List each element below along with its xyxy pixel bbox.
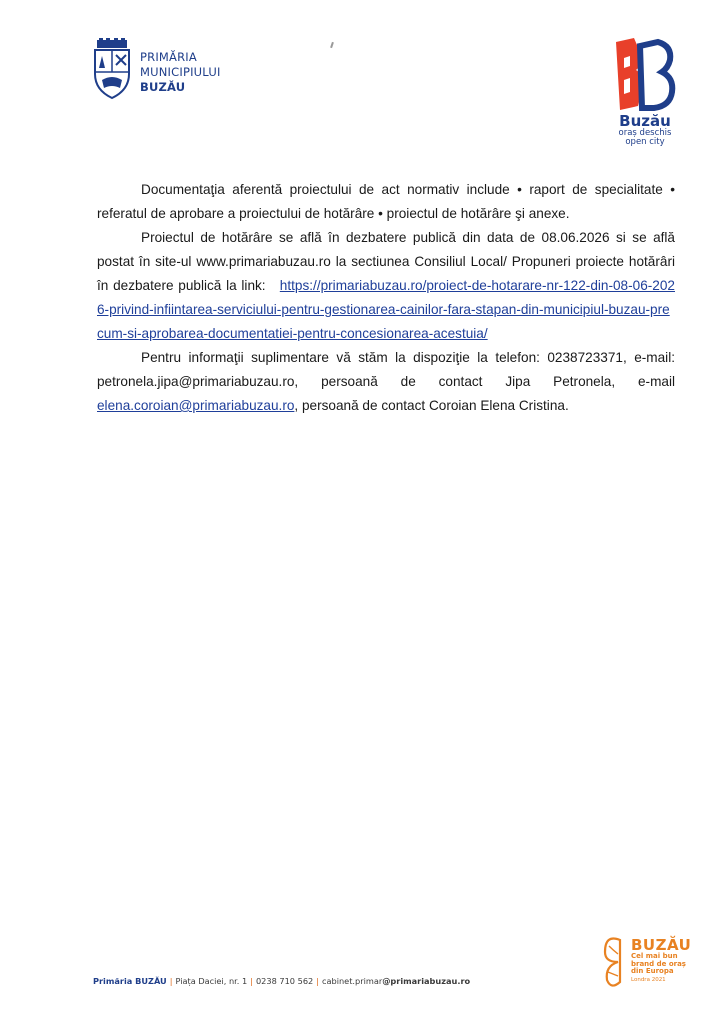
award-line3: din Europa: [631, 967, 674, 976]
city-hall-line1: PRIMĂRIA: [140, 50, 197, 64]
contact-text-end: , persoană de contact Coroian Elena Cristina.: [294, 398, 569, 413]
footer-separator: |: [316, 976, 319, 986]
footer: [93, 976, 470, 986]
footer-separator: |: [169, 976, 173, 986]
paragraph-contact: [97, 346, 675, 418]
footer-name: Primăria BUZĂU: [93, 976, 167, 986]
brand-tagline-ro: oraș deschis: [618, 128, 672, 138]
document-body: [97, 178, 675, 418]
scan-mark: [330, 42, 334, 48]
footer-address: Piața Daciei, nr. 1: [175, 976, 248, 986]
award-line1: Cel mai bun: [631, 952, 678, 960]
paragraph-documentation: Documentaţia aferentă proiectului de act normativ include • raport de specialitate • referatul de aprobare a proiectului de hotărâre • proiectul de hotărâre şi anexe.: [97, 182, 675, 221]
footer-phone: 0238 710 562: [255, 976, 314, 986]
coat-of-arms-icon: [92, 38, 132, 100]
city-hall-line3: BUZĂU: [140, 80, 186, 94]
paragraph-public-debate: [97, 226, 675, 346]
contact-text: Pentru informaţii suplimentare vă stăm la dispoziţie la telefon: 0238723371, e-mail: petronela.jipa@primariabuzau.ro, persoană de contact Jipa Petronela, e-mail: [97, 350, 675, 389]
footer-email-domain: @primariabuzau.ro: [382, 976, 471, 986]
footer-email-user: cabinet.primar: [322, 976, 383, 986]
award-line4: Londra 2021: [631, 976, 666, 983]
contact-email-link[interactable]: elena.coroian@primariabuzau.ro: [97, 398, 295, 413]
footer-separator: |: [250, 976, 253, 986]
award-city: BUZĂU: [631, 936, 692, 954]
award-line2: brand de oraș: [631, 959, 686, 968]
debate-text: Proiectul de hotărâre se află în dezbatere publică din data de 08.06.2026 si se află postat în site-ul www.primariabuzau.ro la sectiunea Consiliul Local/ Propuneri proiecte hotărâri în dezbatere publică la link:: [97, 230, 675, 293]
award-badge: [603, 934, 693, 996]
brand-tagline-en: open city: [625, 137, 665, 147]
primaria-logo: [92, 38, 221, 100]
buzau-brand-logo: [605, 36, 685, 147]
bb-logo-icon: [612, 36, 678, 112]
city-hall-line2: MUNICIPIULUI: [140, 65, 221, 79]
project-link[interactable]: https://primariabuzau.ro/proiect-de-hotarare-nr-122-din-08-06-2026-privind-infiintarea-serviciului-pentru-gestionarea-cainilor-fara-stapan-din-municipiul-buzau-precum-si-aprobarea-documentatiei-pentru-concesionarea-acestuia/: [97, 278, 675, 341]
brand-city-name: Buzău: [619, 112, 671, 130]
